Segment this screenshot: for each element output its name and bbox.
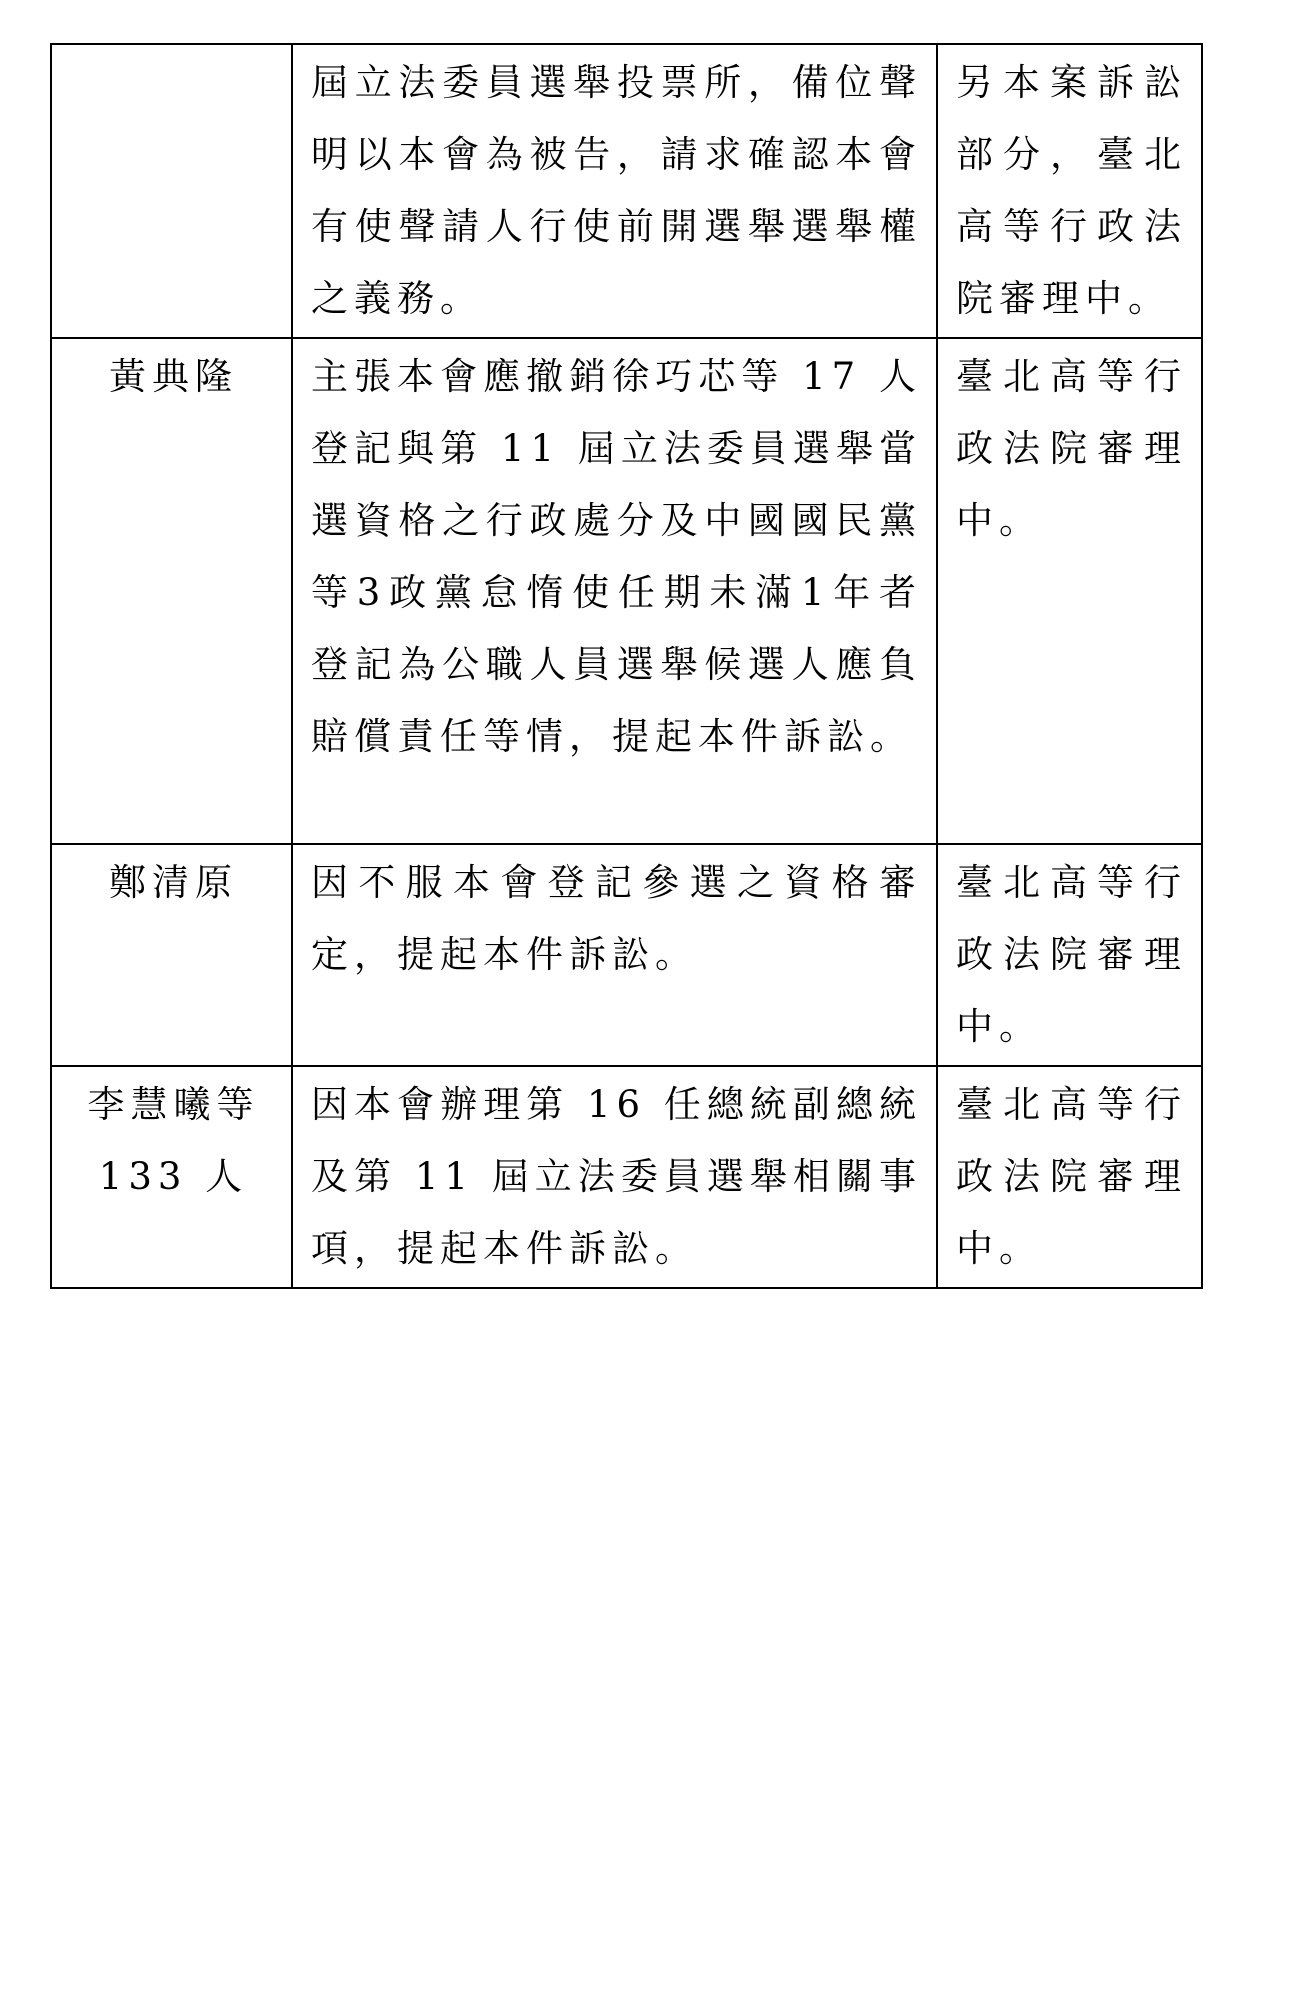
party-cell: 鄭清原	[51, 844, 292, 1066]
table-row	[51, 844, 1202, 1066]
case-summary-cell: 因本會辦理第 16 任總統副總統及第 11 屆立法委員選舉相關事項，提起本件訴訟。	[292, 1066, 937, 1288]
party-cell: 李慧曦等 133 人	[51, 1066, 292, 1288]
case-status-cell: 臺北高等行政法院審理中。	[937, 844, 1202, 1066]
table-row	[51, 44, 1202, 338]
case-status-cell: 另本案訴訟部分，臺北高等行政法院審理中。	[937, 44, 1202, 338]
table-row	[51, 1066, 1202, 1288]
case-status-cell: 臺北高等行政法院審理中。	[937, 338, 1202, 844]
case-status-cell: 臺北高等行政法院審理中。	[937, 1066, 1202, 1288]
case-summary-cell: 主張本會應撤銷徐巧芯等 17 人登記與第 11 屆立法委員選舉當選資格之行政處分及中國國民黨等3政黨怠惰使任期未滿1年者登記為公職人員選舉候選人應負賠償責任等情，提起本件訴訟。	[292, 338, 937, 844]
party-cell	[51, 44, 292, 338]
case-summary-cell: 屆立法委員選舉投票所，備位聲明以本會為被告，請求確認本會有使聲請人行使前開選舉選舉權之義務。	[292, 44, 937, 338]
case-summary-cell: 因不服本會登記參選之資格審定，提起本件訴訟。	[292, 844, 937, 1066]
party-cell: 黃典隆	[51, 338, 292, 844]
litigation-table	[50, 43, 1203, 1289]
table-row	[51, 338, 1202, 844]
